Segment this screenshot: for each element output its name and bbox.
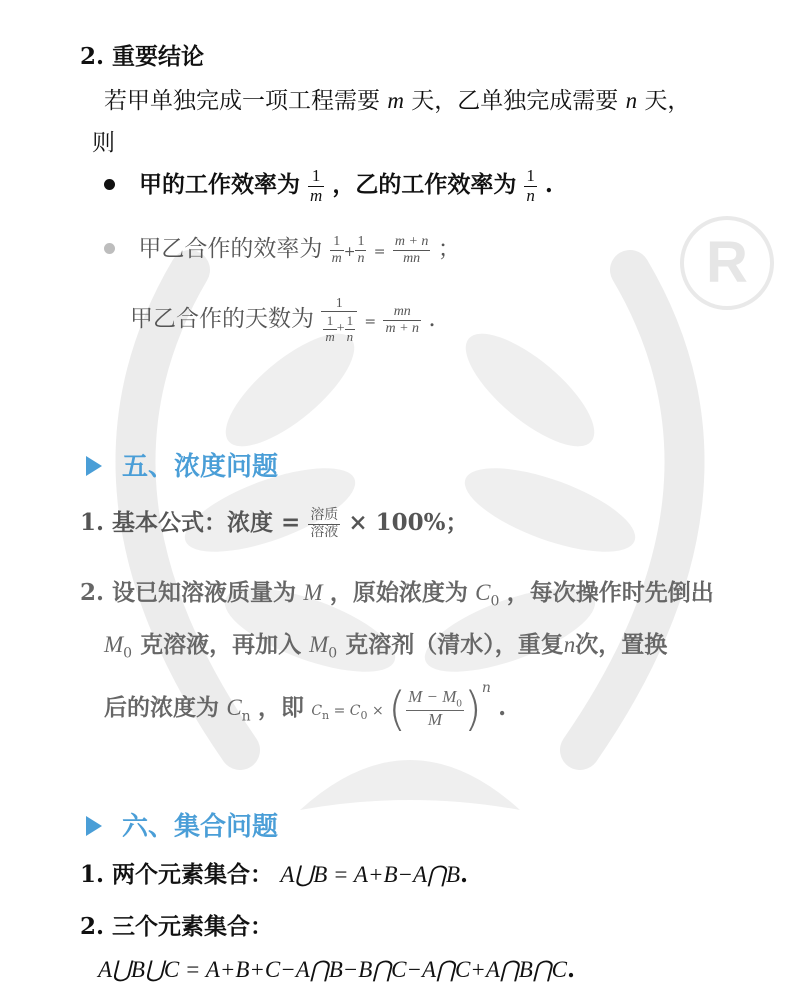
dilution-formula: $C_n = C_0$ × [311, 703, 384, 722]
fraction-complex: 1 $\frac{1}{m}$ + $\frac{1}{n}$ [321, 296, 357, 344]
two-set-formula: 1. 两个元素集合： A⋃B = A+B−A⋂B. [80, 861, 469, 888]
fraction-M-minus-M0-over-M: $\frac{M - M_0}{M}$ [408, 687, 462, 729]
para-text: 天，乙单独完成需要 [411, 88, 619, 114]
triangle-bullet-icon [86, 816, 102, 836]
bullet-text: 甲的工作效率为 [139, 171, 301, 198]
fraction-1-over-m: $\frac{1}{m}$ [331, 234, 342, 266]
conclusions-heading: 2. 重要结论 [80, 43, 205, 70]
fraction-mpn-over-mn: $\frac{m + n}{mn}$ [394, 234, 429, 266]
bullet-text: 甲乙合作的天数为 [130, 306, 314, 332]
var-n: n [625, 88, 638, 113]
bullet-joint-efficiency: 甲乙合作的效率为 $\frac{1}{m}$ + $\frac{1}{n}$ = $\frac{m + n}{mn}$ ； [104, 230, 461, 266]
bullet-efficiency: 甲的工作效率为 $\frac{1}{m}$ ，乙的工作效率为 $\frac{1}{n}$ . [104, 166, 553, 205]
three-set-heading: 2. 三个元素集合： [80, 913, 274, 940]
laurel-watermark-icon [40, 190, 780, 890]
three-set-formula: A⋃B⋃C = A+B+C−A⋂B−B⋂C−A⋂C+A⋂B⋂C. [98, 956, 576, 983]
bullet-text: ，乙的工作效率为 [332, 171, 517, 198]
section-6-heading [86, 806, 278, 843]
var-m: m [387, 88, 404, 113]
dilution-paragraph-line3: 后的浓度为 $C_n$ ，即 $C_n = C_0$ × ( $\frac{M - M_0}{M}$ )$^n$ . [104, 680, 507, 736]
bullet-dot-icon [104, 243, 115, 254]
triangle-bullet-icon [86, 456, 102, 476]
bullet-text: 甲乙合作的效率为 [138, 236, 323, 262]
fraction-1-over-m: $\frac{1}{m}$ [310, 165, 323, 205]
concentration-formula: 1. 基本公式：浓度 = $\frac{\text{溶质}}{\text{溶液}}$ × 100%； [80, 508, 469, 540]
section-title: 六、集合问题 [122, 812, 279, 842]
fraction-mn-over-mpn: $\frac{mn}{m + n}$ [385, 304, 420, 336]
para-text: 天， [644, 88, 691, 114]
conclusions-paragraph [104, 82, 690, 115]
section-5-heading [86, 446, 278, 483]
dilution-paragraph-line2: $M_0$ 克溶液，再加入 $M_0$ 克溶剂（清水），重复n次，置换 [104, 631, 668, 662]
conclusions-paragraph-end: 则 [92, 130, 115, 156]
section-title: 五、浓度问题 [122, 452, 279, 482]
fraction-solute-over-solution: $\frac{\text{溶质}}{\text{溶液}}$ [310, 508, 339, 540]
three-set-equation: A⋃B⋃C = A+B+C−A⋂B−B⋂C−A⋂C+A⋂B⋂C [98, 957, 567, 982]
two-set-equation: A⋃B = A+B−A⋂B [280, 862, 461, 887]
registered-trademark-icon: R [680, 216, 774, 310]
watermark [40, 190, 780, 890]
fraction-1-over-n: $\frac{1}{n}$ [357, 234, 365, 266]
para-text: 若甲单独完成一项工程需要 [104, 88, 380, 114]
bullet-dot-icon [104, 179, 115, 190]
dilution-paragraph-line1: 2. 设已知溶液质量为 M ，原始浓度为 $C_0$ ，每次操作时先倒出 [80, 579, 714, 610]
joint-days-line: 甲乙合作的天数为 1 $\frac{1}{m}$ + $\frac{1}{n}$ = $\frac{mn}{m + n}$ . [130, 296, 436, 344]
fraction-1-over-n: $\frac{1}{n}$ [526, 165, 535, 205]
